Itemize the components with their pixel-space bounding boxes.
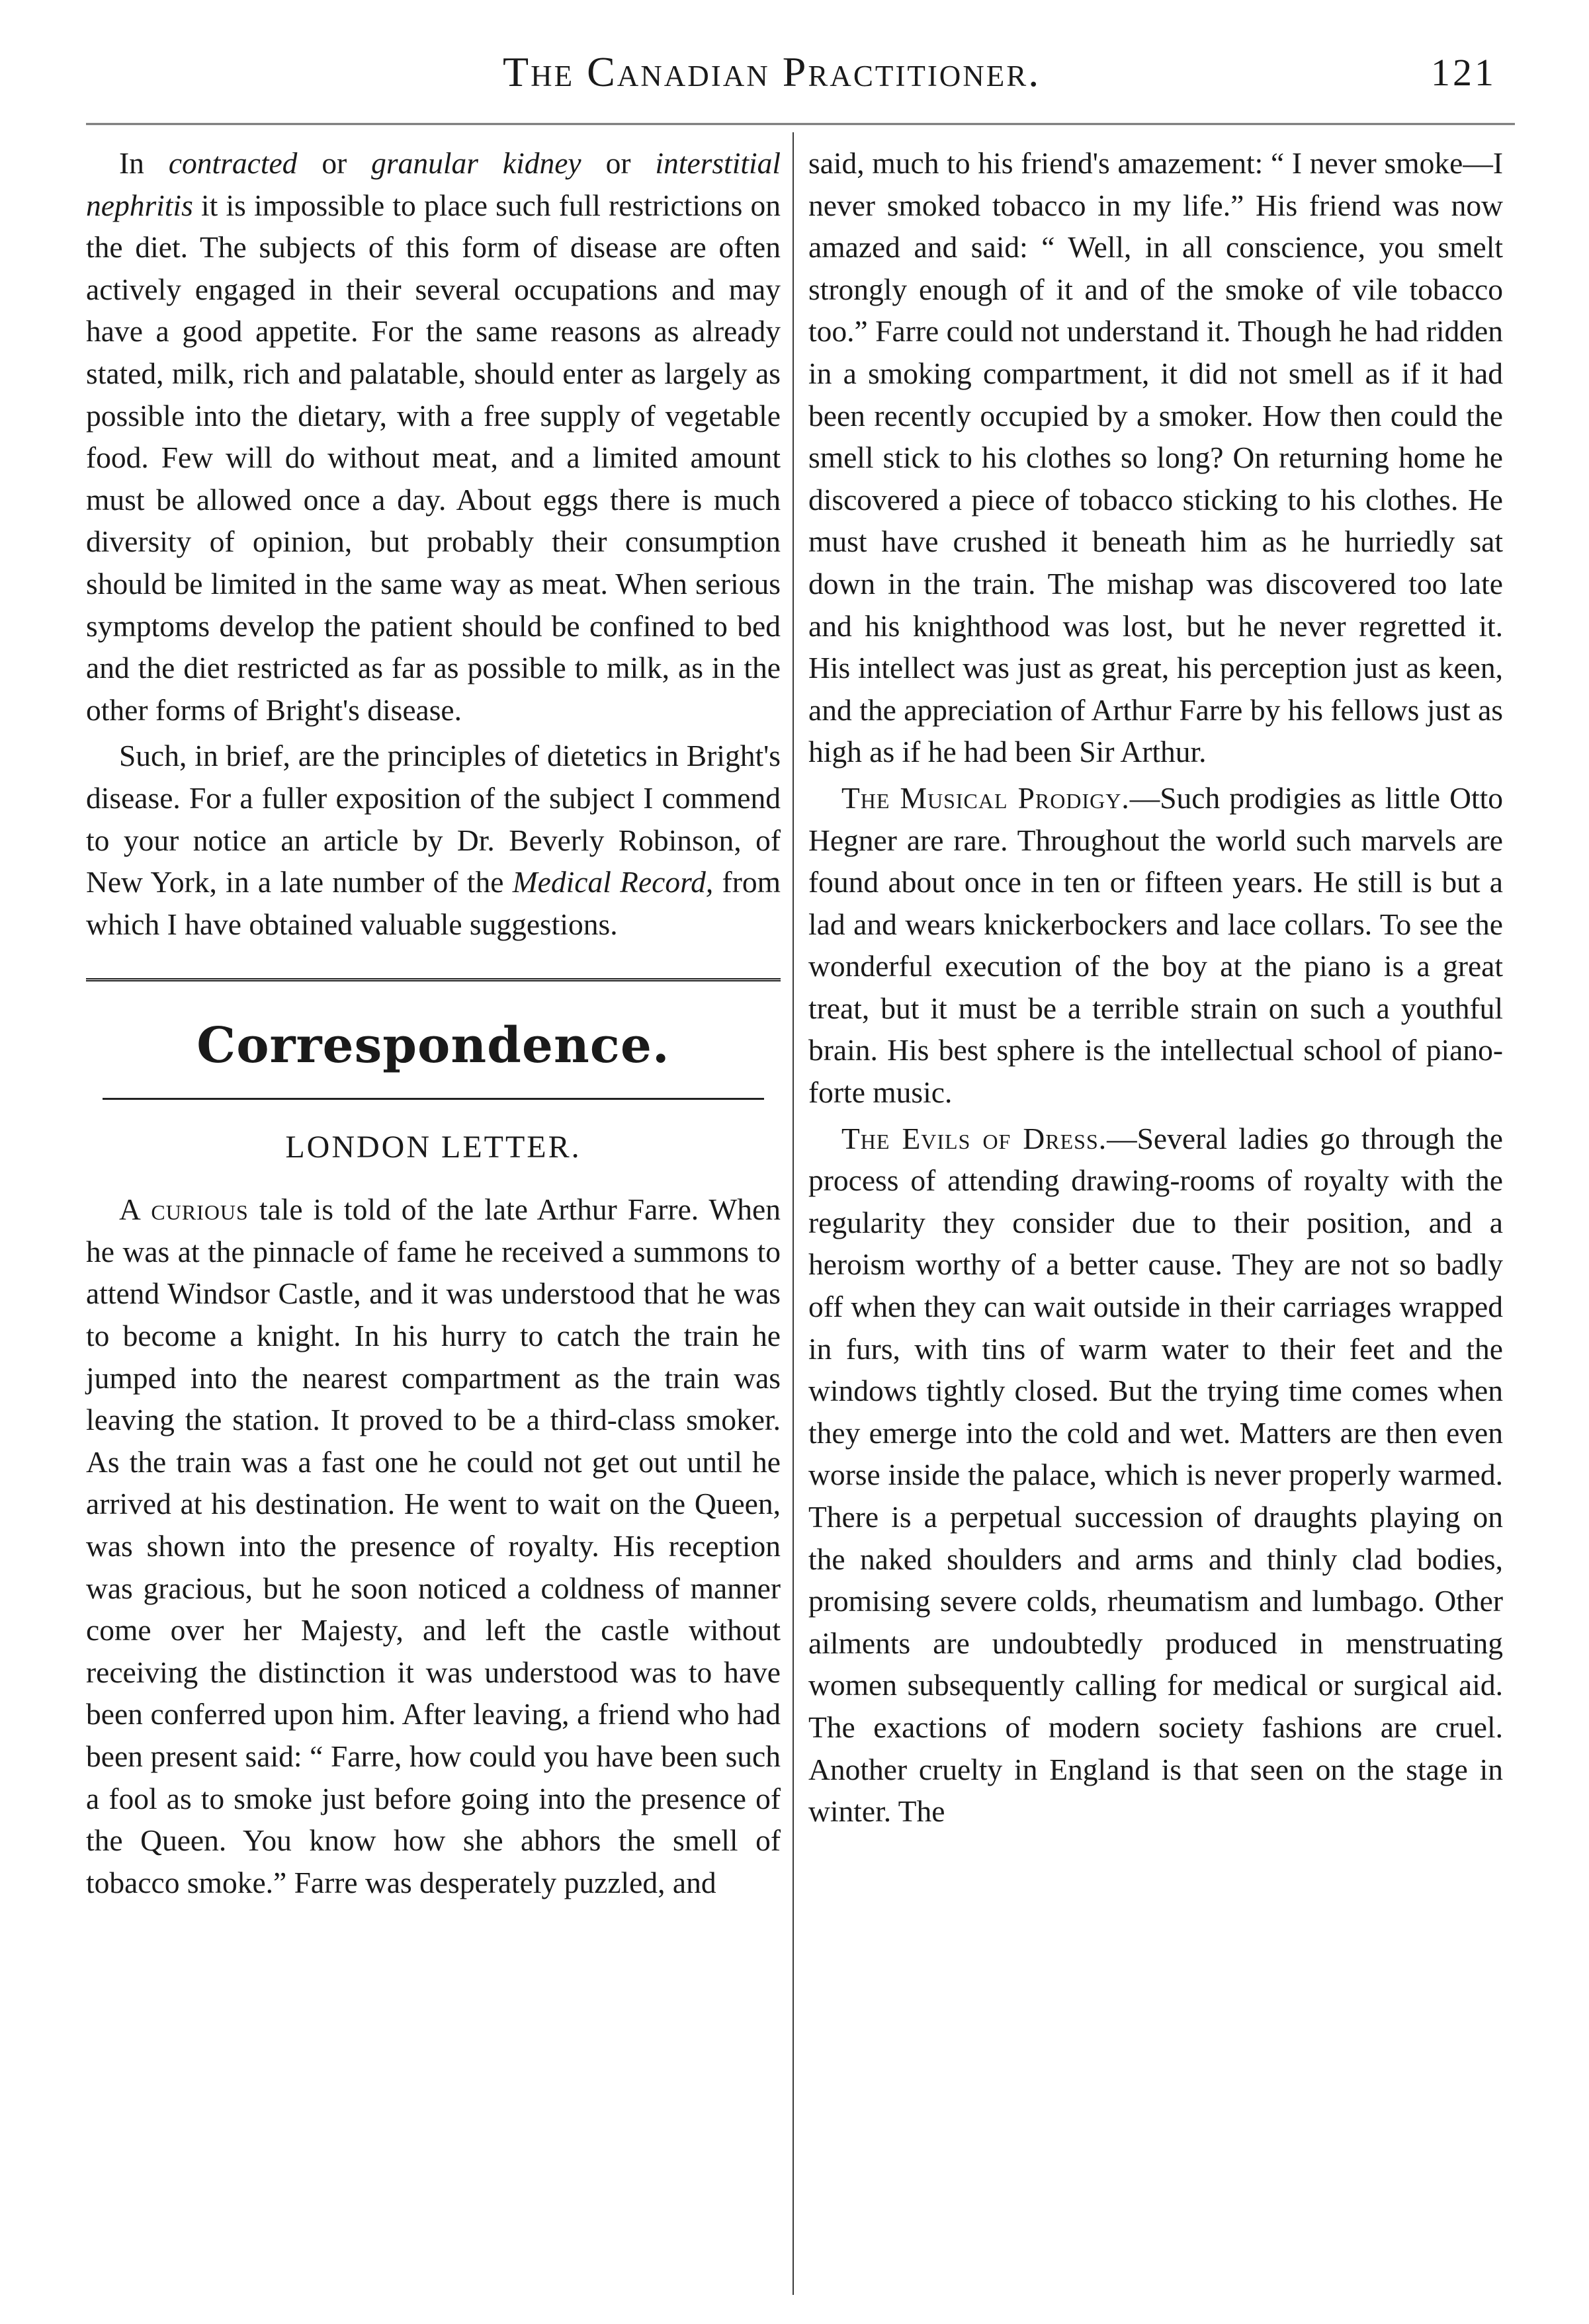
lead-words: A curious (119, 1192, 249, 1227)
text-run: from which I have obtained valuable suggestions. (86, 865, 781, 941)
paragraph-lead-heading: The Musical Prodigy. (841, 780, 1130, 815)
right-column (808, 142, 1503, 1833)
paragraph-evils-of-dress (808, 1118, 1503, 1833)
paragraph-dietetics-summary (86, 735, 781, 945)
text-run: tale is told of the late Arthur Farre. When he was at the pinnacle of fame he received a summons to attend Windsor Castle, and it was understood that he was to become a knight. In his hurry to catch the train he jumped into the nearest compartment as the train was leaving the station. It proved to be a third-class smoker. As the train was a fast one he could not get out until he arrived at his destination. He went to wait on the Queen, was shown into the presence of royalty. His reception was gracious, but he soon noticed a coldness of manner come over her Majesty, and left the castle without receiving the distinction it was understood was to have been conferred upon him. After leaving, a friend who had been present said: “ Farre, how could you have been such a fool as to smoke just before going into the presence of the Queen. You know how she abhors the smell of tobacco smoke.” Farre was desperately puzzled, and (86, 1192, 781, 1899)
page-number: 121 (1431, 51, 1496, 94)
paragraph-continuation: said, much to his friend's amazement: “ I never smoke—I never smoked tobacco in my life.” His friend was now amazed and said: “ Well, in all conscience, you smelt strongly enough of it and of the smoke of vile tobacco too.” Farre could not understand it. Though he had ridden in a smoking compartment, it did not smell as if it had been recently occupied by a smoker. How then could the smell stick to his clothes so long? On returning home he discovered a piece of tobacco sticking to his clothes. He must have crushed it beneath him as he hurriedly sat down in the train. The mishap was discovered too late and his knighthood was lost, but he never regretted it. His intellect was just as great, his perception just as keen, and the appreciation of Arthur Farre by his fellows just as high as if he had been Sir Arthur. (808, 146, 1503, 769)
italic-term: granular kidney (371, 146, 581, 180)
text-run: In (119, 146, 169, 180)
heading-rule (103, 1098, 764, 1100)
journal-title: The Canadian Practitioner. (503, 48, 1041, 95)
header-rule (86, 123, 1515, 129)
text-run: —Such prodigies as little Otto Hegner are rare. Throughout the world such marvels are found about once in ten or fifteen years. He still is but a lad and wears knickerbockers and lace collars. To see the wonderful execution of the boy at the piano is a great treat, but it must be a terrible strain on such a youthful brain. His best sphere is the intellectual school of piano-forte music. (808, 780, 1503, 1110)
text-run: Such, in brief, are the principles of dietetics in Bright's disease. For a fuller exposition of the subject I commend to your notice an article by Dr. Beverly Robinson, of New York, in a late number of the (86, 739, 781, 899)
italic-term: interstitial nephritis (86, 146, 781, 222)
text-run: it is impossible to place such full restrictions on the diet. The subjects of this form of disease are often actively engaged in their several occupations and may have a good appetite. For the same reasons as already stated, milk, rich and palatable, should enter as largely as possible into the dietary, with a free supply of vegetable food. Few will do without meat, and a limited amount must be allowed once a day. About eggs there is much diversity of opinion, but probably their consumption should be limited in the same way as meat. When serious symptoms develop the patient should be confined to bed and the diet restricted as far as possible to milk, as in the other forms of Bright's disease. (86, 188, 781, 727)
italic-term: contracted (168, 146, 298, 180)
text-run: or (297, 146, 372, 180)
paragraph-lead-heading: The Evils of Dress. (841, 1121, 1107, 1155)
letter-title: LONDON LETTER. (285, 1130, 581, 1165)
paragraph-london-letter (86, 1188, 781, 1903)
section-heading: Correspondence. (196, 1017, 670, 1075)
running-head (0, 41, 1589, 120)
section-rule (86, 978, 781, 985)
paragraph-contracted-kidney (86, 142, 781, 731)
text-run: or (581, 146, 656, 180)
left-column (86, 142, 781, 1903)
column-divider (793, 132, 794, 2295)
text-run: —Several ladies go through the process of attending drawing-rooms of royalty with the regularity they consider due to their position, and a heroism worthy of a better cause. They are not so badly off when they can wait outside in their carriages wrapped in furs, with tins of warm water to their feet and the windows tightly closed. But the trying time comes when they emerge into the cold and wet. Matters are then even worse inside the palace, which is never properly warmed. There is a perpetual succession of draughts playing on the naked shoulders and arms and thinly clad bodies, promising severe colds, rheumatism and lumbago. Other ailments are undoubtedly produced in menstruating women subsequently calling for medical or surgical aid. The exactions of modern society fashions are cruel. Another cruelty in England is that seen on the stage in winter. The (808, 1121, 1503, 1829)
journal-citation: Medical Record, (512, 865, 714, 899)
paragraph-musical-prodigy (808, 777, 1503, 1114)
